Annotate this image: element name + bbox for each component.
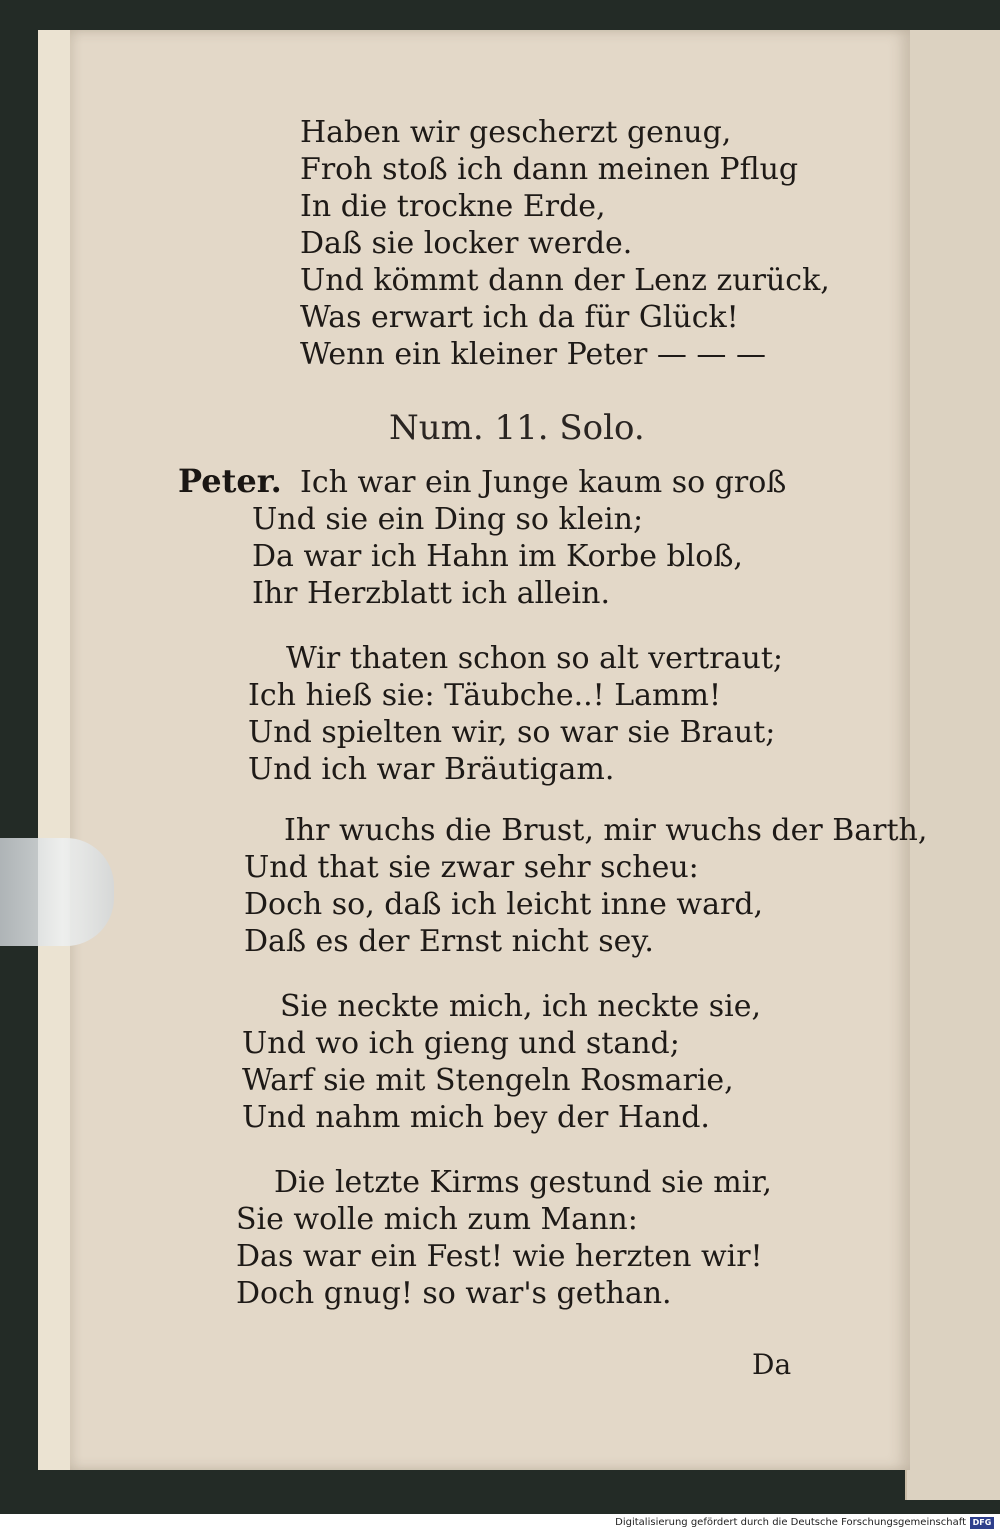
book-clip xyxy=(0,838,114,946)
stanza-1-cont xyxy=(252,501,743,612)
footer-credit: Digitalisierung gefördert durch die Deutsche Forschungsgemeinschaft xyxy=(615,1517,966,1528)
verse-line: Und wo ich gieng und stand; xyxy=(242,1026,680,1061)
verse-line: Haben wir gescherzt genug, xyxy=(300,115,732,150)
verse-line: Was erwart ich da für Glück! xyxy=(300,300,739,335)
verse-line: Die letzte Kirms gestund sie mir, xyxy=(274,1165,772,1200)
verse-line: Daß es der Ernst nicht sey. xyxy=(244,924,654,959)
verse-line: Und nahm mich bey der Hand. xyxy=(242,1100,710,1135)
verse-line: In die trockne Erde, xyxy=(300,189,606,224)
section-heading: Num. 11. Solo. xyxy=(389,408,645,448)
verse-line: Ihr Herzblatt ich allein. xyxy=(252,576,610,611)
verse-line: Warf sie mit Stengeln Rosmarie, xyxy=(242,1063,734,1098)
verse-line: Wir thaten schon so alt vertraut; xyxy=(286,641,784,676)
stanza-5 xyxy=(236,1164,772,1312)
verse-line: Und kömmt dann der Lenz zurück, xyxy=(300,263,830,298)
verse-line: Und that sie zwar sehr scheu: xyxy=(244,850,699,885)
catchword: Da xyxy=(752,1348,792,1381)
verse-line: Das war ein Fest! wie herzten wir! xyxy=(236,1239,763,1274)
stanza-2 xyxy=(248,640,783,788)
verse-line: Daß sie locker werde. xyxy=(300,226,633,261)
footer-bar xyxy=(0,1514,1000,1532)
verse-line: Und spielten wir, so war sie Braut; xyxy=(248,715,776,750)
verse-line: Sie wolle mich zum Mann: xyxy=(236,1202,638,1237)
verse-line: Wenn ein kleiner Peter — — — xyxy=(300,337,766,372)
stanza-3 xyxy=(244,812,927,960)
verse-line: Und ich war Bräutigam. xyxy=(248,752,615,787)
verse-line: Doch so, daß ich leicht inne ward, xyxy=(244,887,764,922)
verse-line: Doch gnug! so war's gethan. xyxy=(236,1276,672,1311)
verse-line: Ich hieß sie: Täubche..! Lamm! xyxy=(248,678,721,713)
facing-page-edge xyxy=(905,30,1000,1500)
stanza-1 xyxy=(300,464,786,501)
verse-line: Da war ich Hahn im Korbe bloß, xyxy=(252,539,743,574)
speaker-name: Peter. xyxy=(178,462,282,500)
top-stanza xyxy=(300,114,830,373)
dfg-logo: DFG xyxy=(970,1517,994,1529)
verse-line: Und sie ein Ding so klein; xyxy=(252,502,644,537)
verse-line: Froh stoß ich dann meinen Pflug xyxy=(300,152,799,187)
verse-line: Ich war ein Junge kaum so groß xyxy=(300,465,787,500)
verse-line: Ihr wuchs die Brust, mir wuchs der Barth, xyxy=(284,813,928,848)
stanza-4 xyxy=(242,988,761,1136)
verse-line: Sie neckte mich, ich neckte sie, xyxy=(280,989,762,1024)
